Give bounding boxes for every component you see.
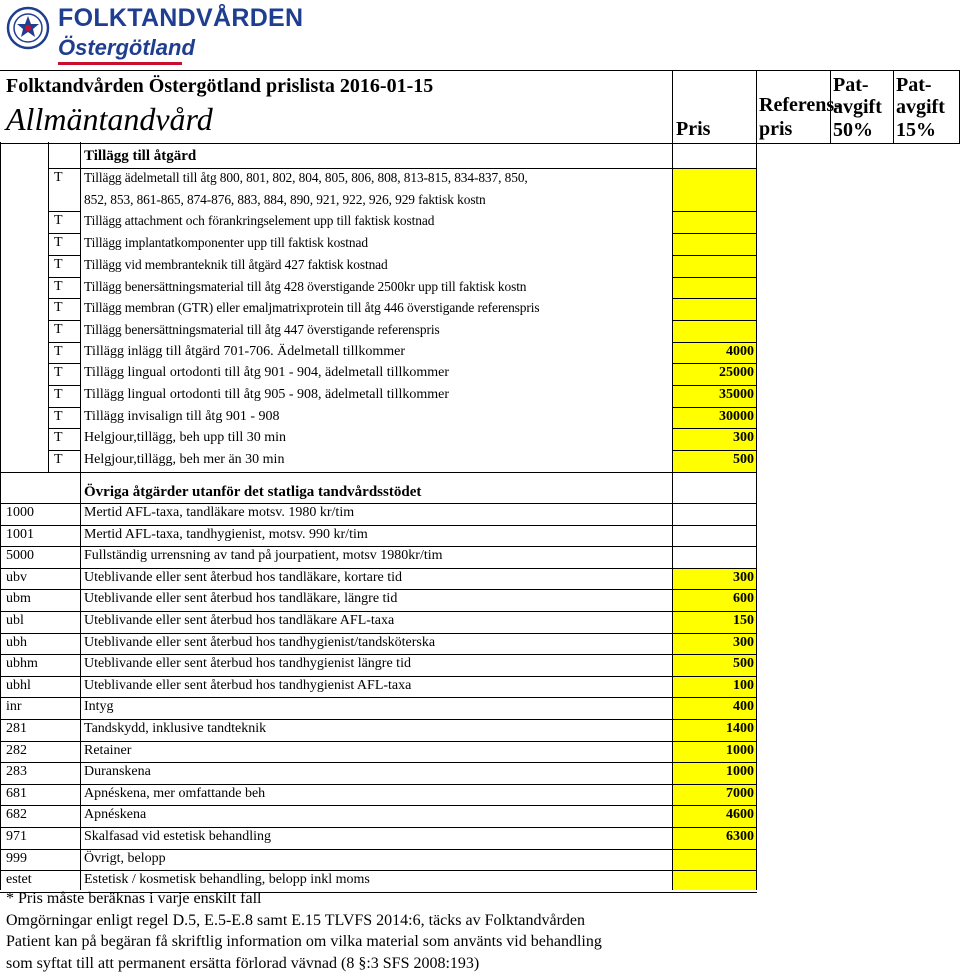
- folktandvarden-logo: [6, 4, 304, 66]
- table-row: [0, 428, 960, 450]
- row-price: 30000: [719, 408, 754, 424]
- table-row: [0, 697, 960, 719]
- row-description: Duranskena: [84, 764, 151, 780]
- row-code: ubl: [6, 613, 24, 628]
- column-header-pat50-1: Pat-: [833, 74, 869, 96]
- table-row: [0, 633, 960, 655]
- row-code: T: [54, 365, 63, 381]
- row-description: Tillägg membran (GTR) eller emaljmatrixprotein till åtg 446 överstigande referenspris: [84, 300, 540, 316]
- row-description: Tillägg benersättningsmaterial till åtg 447 överstigande referenspris: [84, 321, 440, 337]
- row-code: 971: [6, 829, 27, 844]
- column-divider: [672, 71, 673, 143]
- table-row: [0, 211, 960, 233]
- section-heading: Allmäntandvård: [6, 101, 213, 137]
- footnote-line: Patient kan på begäran få skriftlig information om vilka material som använts vid behandling: [6, 933, 602, 950]
- row-code: 999: [6, 850, 27, 866]
- row-code: 1001: [6, 526, 34, 542]
- row-description: Uteblivande eller sent återbud hos tandhygienist AFL-taxa: [84, 677, 412, 693]
- row-code: T: [54, 430, 63, 446]
- row-description: Tillägg attachment och förankringselement upp till faktisk kostnad: [84, 213, 435, 229]
- table-row: [0, 849, 960, 871]
- row-price: 35000: [719, 387, 754, 402]
- row-description: Tillägg lingual ortodonti till åtg 905 - 908, ädelmetall tillkommer: [84, 387, 449, 402]
- table-row: [0, 298, 960, 320]
- row-price: 7000: [726, 785, 754, 801]
- table-row: [0, 827, 960, 849]
- row-code: estet: [6, 872, 32, 888]
- row-code: T: [54, 170, 63, 185]
- crest-icon: [6, 6, 50, 50]
- table-row: [0, 450, 960, 472]
- row-description: 852, 853, 861-865, 874-876, 883, 884, 890, 921, 922, 926, 929 faktisk kostn: [84, 191, 486, 207]
- row-code: T: [54, 387, 63, 402]
- row-code: 281: [6, 721, 27, 736]
- row-description: Tillägg inlägg till åtgärd 701-706. Ädelmetall tillkommer: [84, 343, 406, 359]
- row-description: Uteblivande eller sent återbud hos tandhygienist/tandsköterska: [84, 634, 436, 650]
- row-price: 4000: [726, 343, 754, 359]
- row-description: Intyg: [84, 699, 114, 715]
- row-description: Uteblivande eller sent återbud hos tandläkare, kortare tid: [84, 569, 402, 585]
- row-description: Helgjour,tillägg, beh mer än 30 min: [84, 452, 285, 468]
- row-description: Apnéskena, mer omfattande beh: [84, 785, 266, 801]
- table-row: [0, 611, 960, 633]
- footnote-line: * Pris måste beräknas i varje enskilt fall: [6, 890, 262, 907]
- logo-wordmark: FOLKTANDVÅRDEN: [58, 4, 304, 32]
- table-row: [0, 385, 960, 407]
- row-code: ubv: [6, 569, 27, 585]
- row-price: 600: [733, 591, 754, 607]
- row-description: Tillägg ädelmetall till åtg 800, 801, 802, 804, 805, 806, 808, 813-815, 834-837, 850,: [84, 170, 528, 185]
- row-code: T: [54, 300, 63, 316]
- row-code: 681: [6, 785, 27, 801]
- column-header-pat15-2: avgift: [896, 96, 945, 118]
- logo-underline: [58, 62, 182, 65]
- row-description: Tillägg vid membranteknik till åtgärd 427 faktisk kostnad: [84, 256, 388, 272]
- row-description: Tillägg lingual ortodonti till åtg 901 - 904, ädelmetall tillkommer: [84, 365, 449, 381]
- row-description: Uteblivande eller sent återbud hos tandhygienist längre tid: [84, 656, 411, 672]
- row-price: 500: [733, 452, 754, 468]
- row-code: 1000: [6, 505, 34, 520]
- row-price: 300: [733, 430, 754, 446]
- row-price: 100: [733, 677, 754, 693]
- page-title: Folktandvården Östergötland prislista 2016-01-15: [6, 75, 434, 97]
- column-header-reference-2: pris: [759, 118, 793, 140]
- row-description: Uteblivande eller sent återbud hos tandläkare AFL-taxa: [84, 613, 395, 628]
- table-header: [0, 70, 960, 144]
- row-description: Tillägg invisalign till åtg 901 - 908: [84, 408, 280, 424]
- row-price: 1000: [726, 764, 754, 780]
- column-header-pat50-3: 50%: [833, 119, 873, 141]
- footnote-line: som syftat till att permanent ersätta förlorad vävnad (8 §:3 SFS 2008:193): [6, 954, 480, 972]
- row-price: 1000: [726, 742, 754, 758]
- row-description: Estetisk / kosmetisk behandling, belopp inkl moms: [84, 872, 370, 888]
- table-row: [0, 407, 960, 429]
- row-description: Mertid AFL-taxa, tandhygienist, motsv. 990 kr/tim: [84, 526, 368, 542]
- table-row: [0, 190, 960, 212]
- row-price: 6300: [726, 829, 754, 844]
- table-row: [0, 568, 960, 590]
- row-description: Övrigt, belopp: [84, 850, 166, 866]
- logo-region: Östergötland: [58, 35, 195, 60]
- row-description: Tandskydd, inklusive tandteknik: [84, 721, 267, 736]
- section-title-ovriga: Övriga åtgärder utanför det statliga tandvårdsstödet: [84, 484, 422, 500]
- row-code: T: [54, 278, 63, 294]
- table-row: [0, 255, 960, 277]
- row-code: T: [54, 213, 63, 229]
- row-description: Uteblivande eller sent återbud hos tandläkare, längre tid: [84, 591, 398, 607]
- row-price: 4600: [726, 807, 754, 823]
- table-row: [0, 870, 960, 892]
- grid-line: [0, 472, 757, 473]
- column-header-pat50-2: avgift: [833, 96, 882, 118]
- row-code: 682: [6, 807, 27, 823]
- row-code: T: [54, 343, 63, 359]
- column-divider: [893, 71, 894, 143]
- row-description: Mertid AFL-taxa, tandläkare motsv. 1980 kr/tim: [84, 505, 355, 520]
- table-row: [0, 719, 960, 741]
- row-price: 1400: [726, 721, 754, 736]
- table-row: [0, 589, 960, 611]
- row-price: 300: [733, 634, 754, 650]
- table-row: [0, 805, 960, 827]
- table-row: [0, 654, 960, 676]
- table-row: [0, 741, 960, 763]
- row-code: ubh: [6, 634, 27, 650]
- row-description: Apnéskena: [84, 807, 147, 823]
- row-code: T: [54, 452, 63, 468]
- column-header-price: Pris: [676, 118, 711, 140]
- row-code: 283: [6, 764, 27, 780]
- row-code: T: [54, 408, 63, 424]
- row-description: Retainer: [84, 742, 132, 758]
- row-description: Helgjour,tillägg, beh upp till 30 min: [84, 430, 287, 446]
- row-description: Fullständig urrensning av tand på jourpatient, motsv 1980kr/tim: [84, 548, 443, 564]
- row-code: inr: [6, 699, 22, 715]
- row-code: 5000: [6, 548, 34, 564]
- row-price: 500: [733, 656, 754, 672]
- table-row: [0, 168, 960, 190]
- row-code: T: [54, 321, 63, 337]
- section-title-tillagg: Tillägg till åtgärd: [84, 148, 197, 164]
- row-code: ubhl: [6, 677, 31, 693]
- table-row: [0, 784, 960, 806]
- column-header-pat15-1: Pat-: [896, 74, 932, 96]
- footnote-line: Omgörningar enligt regel D.5, E.5-E.8 samt E.15 TLVFS 2014:6, täcks av Folktandvården: [6, 911, 586, 929]
- column-divider: [756, 71, 757, 143]
- row-code: 282: [6, 742, 27, 758]
- row-description: Tillägg implantatkomponenter upp till faktisk kostnad: [84, 235, 368, 251]
- row-description: Tillägg benersättningsmaterial till åtg 428 överstigande 2500kr upp till faktisk kostn: [84, 278, 527, 294]
- row-code: ubhm: [6, 656, 38, 672]
- row-code: ubm: [6, 591, 31, 607]
- row-code: T: [54, 235, 63, 251]
- table-row: [0, 676, 960, 698]
- table-row: [0, 762, 960, 784]
- column-header-pat15-3: 15%: [896, 119, 936, 141]
- table-row: [0, 525, 960, 547]
- table-row: [0, 320, 960, 342]
- row-code: T: [54, 256, 63, 272]
- row-price: 400: [733, 699, 754, 715]
- table-row: [0, 363, 960, 385]
- table-row: [0, 503, 960, 525]
- table-row: [0, 233, 960, 255]
- table-row: [0, 342, 960, 364]
- row-price: 25000: [719, 365, 754, 381]
- column-header-reference-1: Referens-: [759, 94, 841, 116]
- row-price: 150: [733, 613, 754, 628]
- table-row: [0, 277, 960, 299]
- table-row: [0, 546, 960, 568]
- row-price: 300: [733, 569, 754, 585]
- row-description: Skalfasad vid estetisk behandling: [84, 829, 272, 844]
